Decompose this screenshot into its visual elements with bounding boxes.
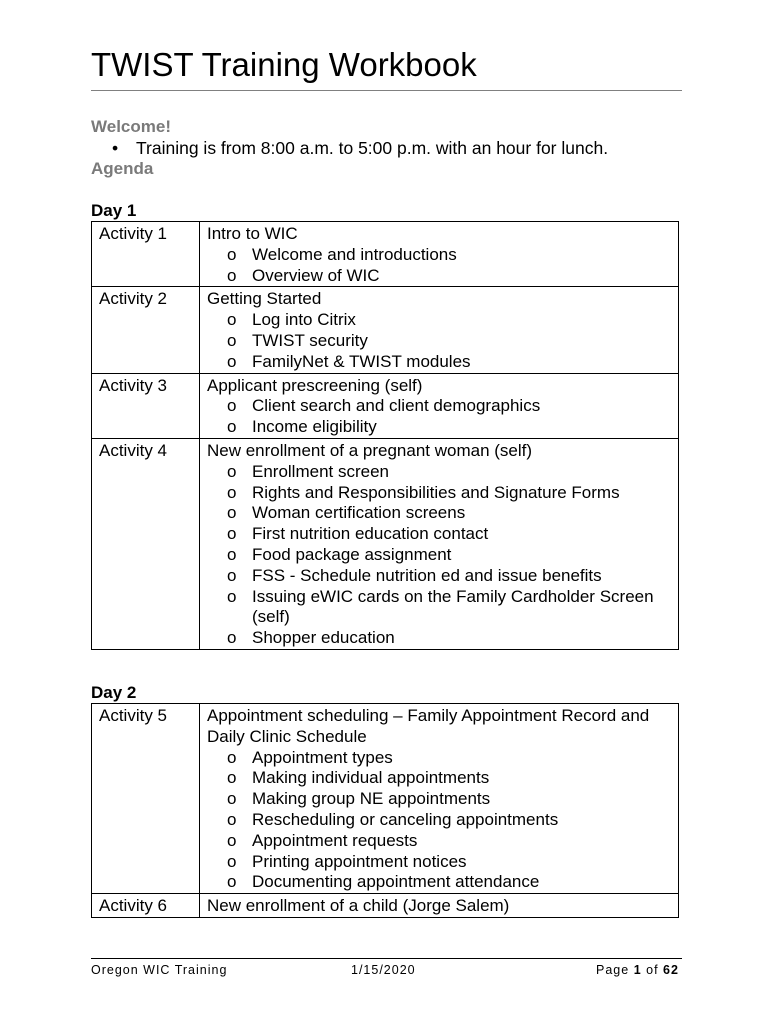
circle-bullet-icon: o [227,747,237,767]
activity-heading: New enrollment of a child (Jorge Salem) [207,896,510,916]
list-item [207,587,672,629]
list-item-text: Issuing eWIC cards on the Family Cardholder Screen (self) [252,586,654,627]
footer-left: Oregon WIC Training [91,963,228,977]
list-item-text: Appointment types [252,747,393,767]
list-item-text: FamilyNet & TWIST modules [252,351,471,371]
circle-bullet-icon: o [227,417,237,437]
list-item-text: Welcome and introductions [252,244,457,264]
footer-page-word: Page [596,963,630,977]
activity-heading: Getting Started [207,289,322,309]
list-item-text: Overview of WIC [252,265,380,285]
activity-subitems [207,748,672,894]
list-item [207,545,672,566]
list-item [207,331,672,352]
circle-bullet-icon: o [227,524,237,544]
activity-content [200,894,679,918]
list-item [207,566,672,587]
agenda-row [92,373,679,438]
list-item-text: Income eligibility [252,417,377,437]
list-item-text: First nutrition education contact [252,524,489,544]
footer-page [596,963,679,977]
list-item [207,310,672,331]
circle-bullet-icon: o [227,244,237,264]
activity-content [200,287,679,373]
list-item [207,748,672,769]
circle-bullet-icon: o [227,809,237,829]
welcome-bullet-text: Training is from 8:00 a.m. to 5:00 p.m. with an hour for lunch. [136,138,609,158]
list-item-text: Making group NE appointments [252,789,491,809]
list-item [207,831,672,852]
activity-subitems [207,310,672,372]
list-item [207,245,672,266]
activity-label: Activity 3 [92,373,200,438]
day-2-heading: Day 2 [91,683,137,702]
circle-bullet-icon: o [227,482,237,502]
welcome-heading: Welcome! [91,117,171,136]
list-item [207,462,672,483]
title-divider [91,90,682,91]
activity-content [200,373,679,438]
footer-page-number: 1 [633,963,642,977]
list-item-text: Shopper education [252,628,395,648]
activity-subitems [207,396,672,438]
list-item [207,266,672,287]
activity-heading: Appointment scheduling – Family Appointment Record and Daily Clinic Schedule [207,706,650,746]
list-item [207,789,672,810]
circle-bullet-icon: o [227,503,237,523]
circle-bullet-icon: o [227,628,237,648]
welcome-bullet [112,138,608,159]
day-2-table [91,703,679,918]
list-item [207,417,672,438]
list-item [207,503,672,524]
list-item-text: Client search and client demographics [252,396,541,416]
circle-bullet-icon: o [227,544,237,564]
footer-date: 1/15/2020 [351,963,416,977]
agenda-heading: Agenda [91,159,154,178]
day-1-table [91,221,679,650]
list-item-text: FSS - Schedule nutrition ed and issue benefits [252,565,602,585]
activity-label: Activity 1 [92,222,200,287]
agenda-row [92,704,679,894]
list-item-text: Making individual appointments [252,768,490,788]
list-item-text: Rescheduling or canceling appointments [252,809,559,829]
list-item [207,768,672,789]
agenda-row [92,287,679,373]
activity-heading: New enrollment of a pregnant woman (self) [207,440,533,460]
agenda-row [92,438,679,649]
circle-bullet-icon: o [227,396,237,416]
footer-of-word: of [646,963,659,977]
activity-subitems [207,462,672,649]
circle-bullet-icon: o [227,330,237,350]
circle-bullet-icon: o [227,789,237,809]
list-item-text: TWIST security [252,330,368,350]
list-item-text: Food package assignment [252,544,452,564]
circle-bullet-icon: o [227,851,237,871]
activity-heading: Intro to WIC [207,224,298,243]
list-item [207,524,672,545]
list-item [207,872,672,893]
list-item-text: Appointment requests [252,830,418,850]
activity-label: Activity 2 [92,287,200,373]
activity-label: Activity 4 [92,438,200,649]
footer-page-total: 62 [663,963,679,977]
activity-subitems [207,245,672,287]
circle-bullet-icon: o [227,830,237,850]
circle-bullet-icon: o [227,565,237,585]
list-item [207,396,672,417]
bullet-icon: • [112,138,119,158]
circle-bullet-icon: o [227,351,237,371]
day-1-heading: Day 1 [91,201,137,220]
circle-bullet-icon: o [227,586,237,606]
list-item [207,352,672,373]
circle-bullet-icon: o [227,265,237,285]
footer-divider [91,958,682,959]
activity-content [200,438,679,649]
list-item [207,628,672,649]
list-item-text: Rights and Responsibilities and Signature Forms [252,482,620,502]
list-item-text: Enrollment screen [252,461,390,481]
list-item [207,810,672,831]
list-item [207,852,672,873]
list-item-text: Log into Citrix [252,310,356,330]
list-item [207,483,672,504]
circle-bullet-icon: o [227,461,237,481]
agenda-row [92,222,679,287]
circle-bullet-icon: o [227,872,237,892]
list-item-text: Woman certification screens [252,503,466,523]
circle-bullet-icon: o [227,768,237,788]
circle-bullet-icon: o [227,310,237,330]
page-title: TWIST Training Workbook [91,46,477,83]
activity-label: Activity 6 [92,894,200,918]
activity-heading: Applicant prescreening (self) [207,375,423,395]
list-item-text: Documenting appointment attendance [252,872,540,892]
activity-content [200,222,679,287]
agenda-row [92,894,679,918]
list-item-text: Printing appointment notices [252,851,467,871]
activity-content [200,704,679,894]
activity-label: Activity 5 [92,704,200,894]
